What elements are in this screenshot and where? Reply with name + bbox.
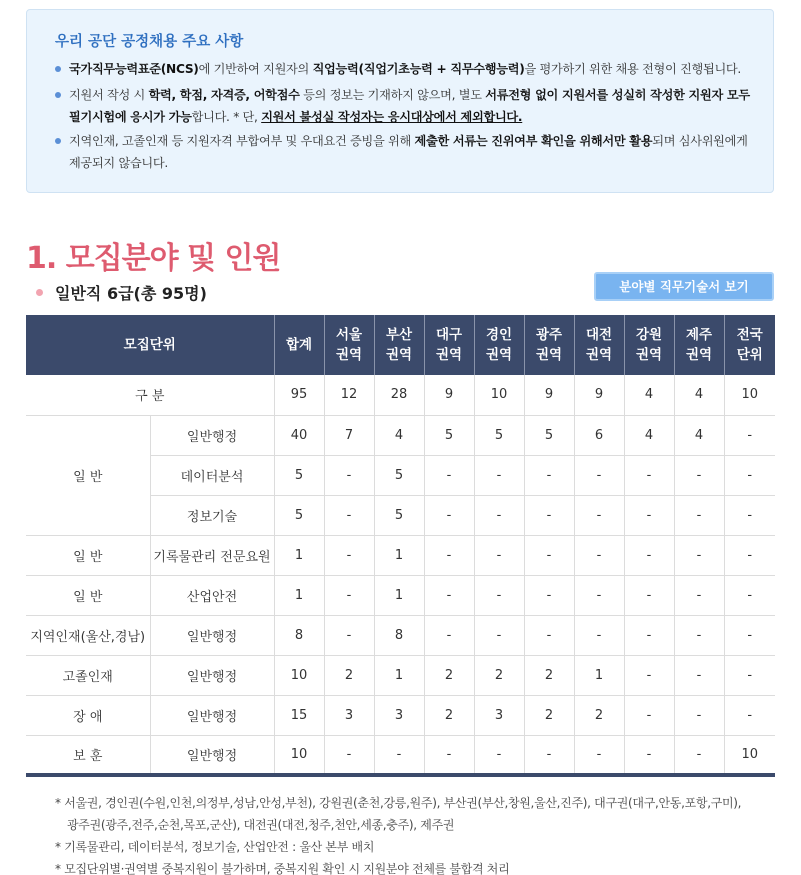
table-cell: - [424, 455, 474, 495]
table-cell: 2 [474, 655, 524, 695]
row-group-label: 일 반 [26, 575, 150, 615]
table-cell: - [574, 735, 624, 775]
row-field-label: 정보기술 [150, 495, 274, 535]
table-row [26, 415, 775, 455]
notice-item-ncs [55, 58, 765, 80]
bullet-icon [55, 138, 61, 144]
table-row [26, 655, 775, 695]
table-cell: - [674, 655, 724, 695]
table-cell: - [424, 535, 474, 575]
table-row-total [26, 375, 775, 415]
header-cell: 광주 권역 [524, 315, 574, 375]
row-field-label: 기록물관리 전문요원 [150, 535, 274, 575]
table-cell: - [324, 615, 374, 655]
notice-bold-text: 학력, 학점, 자격증, 어학점수 [148, 88, 300, 102]
table-cell: 8 [274, 615, 324, 655]
job-description-button[interactable]: 분야별 직무기술서 보기 [594, 272, 774, 301]
table-cell: - [474, 615, 524, 655]
table-cell: 2 [574, 695, 624, 735]
table-cell: - [524, 735, 574, 775]
table-cell: 10 [724, 375, 775, 415]
recruitment-table [26, 315, 775, 777]
row-group-label: 장 애 [26, 695, 150, 735]
header-cell: 합계 [274, 315, 324, 375]
table-cell: - [524, 575, 574, 615]
notice-bold-text: 필기시험에 응시가 가능 [69, 110, 192, 124]
table-cell: - [624, 735, 674, 775]
table-cell: 3 [374, 695, 424, 735]
table-cell: 8 [374, 615, 424, 655]
header-recruit-unit: 모집단위 [26, 315, 274, 375]
table-cell: 4 [624, 415, 674, 455]
row-field-label: 산업안전 [150, 575, 274, 615]
table-cell: - [324, 455, 374, 495]
table-header-row [26, 315, 775, 375]
table-cell: 1 [374, 535, 424, 575]
notice-text: 에 기반하여 지원자의 [198, 62, 313, 76]
bullet-icon [55, 66, 61, 72]
table-cell: - [574, 535, 624, 575]
table-cell: - [474, 535, 524, 575]
table-cell: - [524, 535, 574, 575]
table-cell: 4 [674, 375, 724, 415]
notice-text: 등의 정보는 기재하지 않으며, 별도 [299, 88, 486, 102]
notice-text: 제공되지 않습니다. [69, 156, 168, 170]
table-cell: - [624, 575, 674, 615]
table-cell: - [724, 575, 775, 615]
table-cell: 9 [424, 375, 474, 415]
notice-text: 합니다. * 단, [191, 110, 262, 124]
table-cell: 2 [324, 655, 374, 695]
table-cell: 9 [524, 375, 574, 415]
table-cell: - [724, 455, 775, 495]
table-cell: - [574, 575, 624, 615]
table-cell: 10 [724, 735, 775, 775]
table-cell: - [424, 615, 474, 655]
table-cell: 1 [274, 535, 324, 575]
table-cell: - [624, 455, 674, 495]
notice-underline-text: 지원서 불성실 작성자는 응시대상에서 제외합니다. [261, 110, 523, 124]
table-cell: 12 [324, 375, 374, 415]
table-cell: - [574, 495, 624, 535]
table-cell: 5 [274, 495, 324, 535]
table-row [26, 575, 775, 615]
footnote-duplicate: * 모집단위별·권역별 중복지원이 불가하며, 중복지원 확인 시 지원분야 전체를 불합격 처리 [55, 862, 510, 875]
row-group-label: 일 반 [26, 415, 150, 535]
table-cell: - [574, 615, 624, 655]
row-group-label: 보 훈 [26, 735, 150, 775]
table-cell: - [374, 735, 424, 775]
subtitle [36, 281, 207, 304]
table-cell: 2 [524, 695, 574, 735]
table-cell: - [724, 655, 775, 695]
table-cell: 5 [524, 415, 574, 455]
table-cell: 4 [624, 375, 674, 415]
table-row [26, 735, 775, 775]
table-cell: 9 [574, 375, 624, 415]
table-cell: 1 [374, 575, 424, 615]
table-cell: - [724, 615, 775, 655]
row-field-label: 일반행정 [150, 655, 274, 695]
table-cell: 40 [274, 415, 324, 455]
fair-hiring-notice-box [26, 9, 774, 193]
row-group-label: 일 반 [26, 535, 150, 575]
section-title: 1. 모집분야 및 인원 [26, 241, 281, 276]
table-cell: - [624, 535, 674, 575]
table-cell: - [724, 495, 775, 535]
footnotes [55, 792, 741, 875]
table-cell: - [524, 455, 574, 495]
table-cell: - [474, 495, 524, 535]
notice-text: 되며 심사위원에게 [652, 134, 748, 148]
table-row [26, 615, 775, 655]
table-cell: 10 [274, 655, 324, 695]
table-cell: - [724, 415, 775, 455]
table-cell: - [674, 615, 724, 655]
table-cell: - [674, 695, 724, 735]
row-field-label: 일반행정 [150, 735, 274, 775]
table-cell: 6 [574, 415, 624, 455]
table-cell: - [324, 535, 374, 575]
table-cell: 1 [374, 655, 424, 695]
notice-bold-text: 서류전형 없이 지원서를 성실히 작성한 지원자 모두 [485, 88, 750, 102]
table-cell: - [474, 575, 524, 615]
header-cell: 전국 단위 [724, 315, 775, 375]
table-row [26, 535, 775, 575]
header-cell: 대구 권역 [424, 315, 474, 375]
table-cell: 5 [374, 495, 424, 535]
footnote-regions-cont: 광주권(광주,전주,순천,목포,군산), 대전권(대전,청주,천안,세종,충주), 제주권 [67, 818, 455, 832]
table-cell: - [474, 455, 524, 495]
table-cell: - [674, 575, 724, 615]
table-cell: - [324, 575, 374, 615]
table-cell: - [624, 695, 674, 735]
row-field-label: 일반행정 [150, 615, 274, 655]
table-cell: 5 [374, 455, 424, 495]
table-cell: - [724, 695, 775, 735]
row-field-label: 일반행정 [150, 415, 274, 455]
table-cell: 4 [674, 415, 724, 455]
table-row [26, 695, 775, 735]
notice-bold-text: 국가직무능력표준(NCS) [69, 62, 199, 76]
notice-bold-text: 직업능력(직업기초능력 + 직무수행능력) [312, 62, 525, 76]
table-cell: 2 [424, 695, 474, 735]
notice-text: 지원서 작성 시 [69, 88, 149, 102]
footnote-regions: * 서울권, 경인권(수원,인천,의정부,성남,안성,부천), 강원권(춘천,강릉,원주), 부산권(부산,창원,울산,진주), 대구권(대구,안동,포항,구미), [55, 796, 742, 810]
notice-text: 을 평가하기 위한 채용 전형이 진행됩니다. [524, 62, 741, 76]
row-field-label: 데이터분석 [150, 455, 274, 495]
table-cell: 5 [424, 415, 474, 455]
header-cell: 강원 권역 [624, 315, 674, 375]
table-cell: 5 [274, 455, 324, 495]
table-cell: - [624, 495, 674, 535]
table-cell: 4 [374, 415, 424, 455]
row-field-label: 일반행정 [150, 695, 274, 735]
table-cell: - [574, 455, 624, 495]
table-cell: - [674, 535, 724, 575]
notice-title: 우리 공단 공정채용 주요 사항 [55, 34, 244, 50]
table-cell: - [324, 735, 374, 775]
bullet-icon [36, 289, 43, 296]
table-cell: - [724, 535, 775, 575]
table-cell: - [674, 735, 724, 775]
header-cell: 경인 권역 [474, 315, 524, 375]
subtitle-text: 일반직 6급(총 95명) [55, 284, 207, 303]
footnote-placement: * 기록물관리, 데이터분석, 정보기술, 산업안전 : 울산 본부 배치 [55, 840, 375, 854]
table-cell: - [324, 495, 374, 535]
table-cell: - [524, 615, 574, 655]
notice-bold-text: 제출한 서류는 진위여부 확인을 위해서만 활용 [414, 134, 653, 148]
table-cell: - [674, 455, 724, 495]
row-group-label: 지역인재(울산,경남) [26, 615, 150, 655]
table-cell: - [474, 735, 524, 775]
header-cell: 서울 권역 [324, 315, 374, 375]
table-cell: 2 [524, 655, 574, 695]
header-cell: 제주 권역 [674, 315, 724, 375]
table-cell: 10 [474, 375, 524, 415]
table-cell: 3 [324, 695, 374, 735]
table-cell: - [624, 615, 674, 655]
bullet-icon [55, 92, 61, 98]
table-cell: 10 [274, 735, 324, 775]
table-cell: - [524, 495, 574, 535]
table-cell: 5 [474, 415, 524, 455]
table-cell: - [624, 655, 674, 695]
table-cell: 1 [274, 575, 324, 615]
table-cell: - [424, 495, 474, 535]
table-cell: 3 [474, 695, 524, 735]
table-cell: 7 [324, 415, 374, 455]
row-group-label: 고졸인재 [26, 655, 150, 695]
notice-item-application [55, 84, 765, 128]
notice-item-documents [55, 130, 771, 174]
header-cell: 부산 권역 [374, 315, 424, 375]
table-cell: 28 [374, 375, 424, 415]
table-cell: 15 [274, 695, 324, 735]
notice-text: 지역인재, 고졸인재 등 지원자격 부합여부 및 우대요건 증빙을 위해 [69, 134, 415, 148]
table-cell: 2 [424, 655, 474, 695]
table-cell: 1 [574, 655, 624, 695]
header-cell: 대전 권역 [574, 315, 624, 375]
table-cell: - [424, 575, 474, 615]
row-label: 구 분 [26, 375, 274, 415]
table-cell: - [674, 495, 724, 535]
table-cell: - [424, 735, 474, 775]
table-cell: 95 [274, 375, 324, 415]
